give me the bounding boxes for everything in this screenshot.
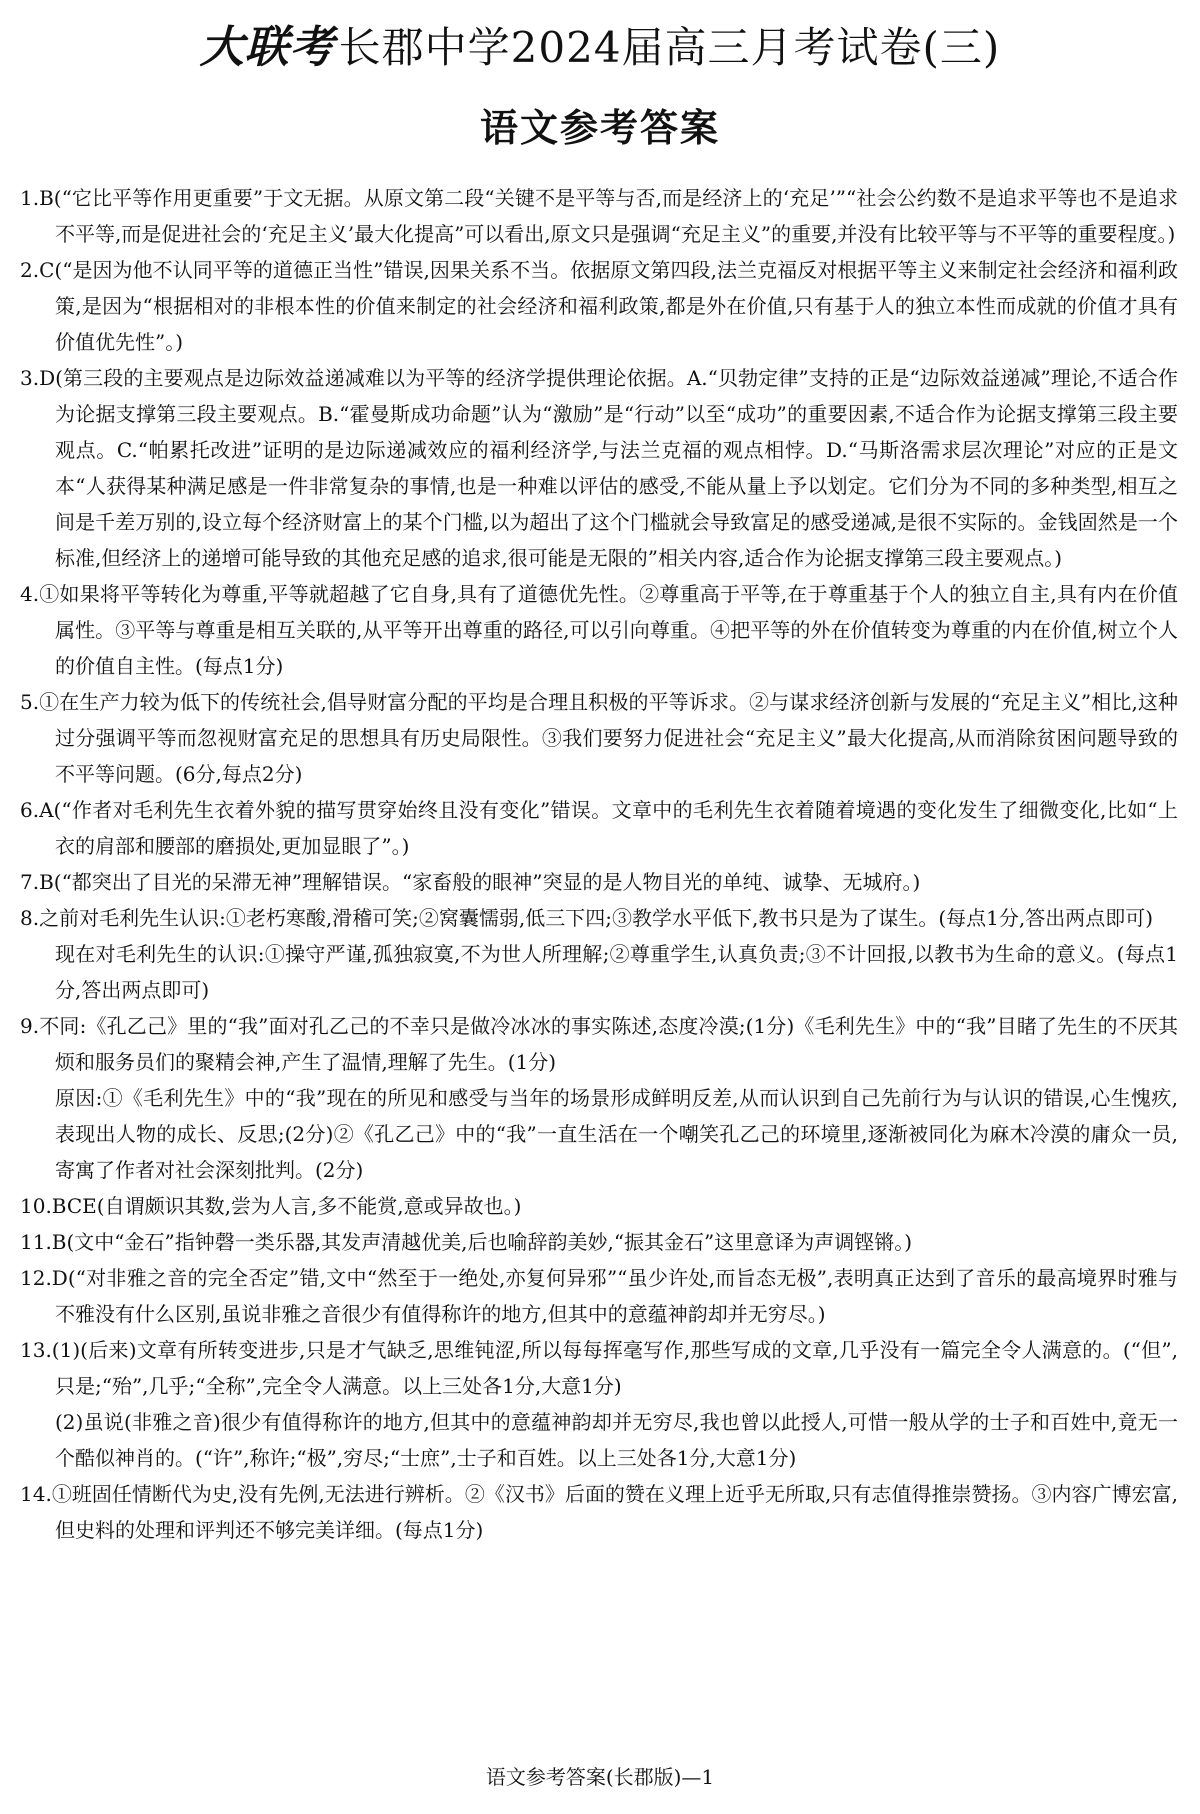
answer-item-11: 11.B(文中“金石”指钟磬一类乐器,其发声清越优美,后也喻辞韵美妙,“振其金石”这里意译为声调铿锵。) [20, 1230, 913, 1254]
answer-item-3: 3.D(第三段的主要观点是边际效益递减难以为平等的经济学提供理论依据。A.“贝勃定律”支持的正是“边际效益递减”理论,不适合作为论据支撑第三段主要观点。B.“霍曼斯成功命题”认为“激励”是“行动”以至“成功”的重要因素,不适合作为论据支撑第三段主要观点。C.“帕累托改进”证明的是边际递减效应的福利经济学,与法兰克福的观点相悖。D.“马斯洛需求层次理论”对应的正是文本“人获得某种满足感是一件非常复杂的事情,也是一种难以评估的感受,不能从量上予以划定。它们分为不同的多种类型,相互之间是千差万别的,设立每个经济财富上的某个门槛,以为超出了这个门槛就会导致富足的感受递减,是很不实际的。金钱固然是一个标准,但经济上的递增可能导致的其他充足感的追求,很可能是无限的”相关内容,适合作为论据支撑第三段主要观点。) [20, 366, 1178, 570]
answer-item-9-part-2: 原因:①《毛利先生》中的“我”现在的所见和感受与当年的场景形成鲜明反差,从而认识到自己先前行为与认识的错误,心生愧疚,表现出人物的成长、反思;(2分)②《孔乙己》中的“我”一直生活在一个嘲笑孔乙己的环境里,逐渐被同化为麻木冷漠的庸众一员,寄寓了作者对社会深刻批判。(2分) [55, 1086, 1178, 1182]
answer-item-6: 6.A(“作者对毛利先生衣着外貌的描写贯穿始终且没有变化”错误。文章中的毛利先生衣着随着境遇的变化发生了细微变化,比如“上衣的肩部和腰部的磨损处,更加显眼了”。) [20, 798, 1178, 858]
exam-title [0, 18, 1200, 78]
answer-item-8: 8.之前对毛利先生认识:①老朽寒酸,滑稽可笑;②窝囊懦弱,低三下四;③教学水平低下,教书只是为了谋生。(每点1分,答出两点即可) [20, 906, 1154, 930]
answer-item-7: 7.B(“都突出了目光的呆滞无神”理解错误。“家畜般的眼神”突显的是人物目光的单纯、诚挚、无城府。) [20, 870, 921, 894]
answer-item-2: 2.C(“是因为他不认同平等的道德正当性”错误,因果关系不当。依据原文第四段,法兰克福反对根据平等主义来制定社会经济和福利政策,是因为“根据相对的非根本性的价值来制定的社会经济和福利政策,都是外在价值,只有基于人的独立本性而成就的价值才具有价值优先性”。) [20, 258, 1178, 354]
answer-item-13: 13.(1)(后来)文章有所转变进步,只是才气缺乏,思维钝涩,所以每每挥毫写作,那些写成的文章,几乎没有一篇完全令人满意的。(“但”,只是;“殆”,几乎;“全称”,完全令人满意。以上三处各1分,大意1分) [20, 1338, 1178, 1398]
answer-item-1: 1.B(“它比平等作用更重要”于文无据。从原文第二段“关键不是平等与否,而是经济上的‘充足’”“社会公约数不是追求平等也不是追求不平等,而是促进社会的‘充足主义’最大化提高”可以看出,原文只是强调“充足主义”的重要,并没有比较平等与不平等的重要程度。) [20, 186, 1178, 246]
page-footer: 语文参考答案(长郡版)—1 [485, 1765, 715, 1789]
answer-item-4: 4.①如果将平等转化为尊重,平等就超越了它自身,具有了道德优先性。②尊重高于平等,在于尊重基于个人的独立自主,具有内在价值属性。③平等与尊重是相互关联的,从平等开出尊重的路径,可以引向尊重。④把平等的外在价值转变为尊重的内在价值,树立个人的价值自主性。(每点1分) [20, 582, 1178, 678]
answer-item-14: 14.①班固任情断代为史,没有先例,无法进行辨析。②《汉书》后面的赞在义理上近乎无所取,只有志值得推崇赞扬。③内容广博宏富,但史料的处理和评判还不够完美详细。(每点1分) [20, 1482, 1178, 1542]
answer-item-10: 10.BCE(自谓颇识其数,尝为人言,多不能赏,意或异故也。) [20, 1194, 522, 1218]
answer-list [20, 180, 1178, 1548]
answer-item-13-part-2: (2)虽说(非雅之音)很少有值得称许的地方,但其中的意蕴神韵却并无穷尽,我也曾以此授人,可惜一般从学的士子和百姓中,竟无一个酷似神肖的。(“许”,称许;“极”,穷尽;“士庶”,士子和百姓。以上三处各1分,大意1分) [55, 1410, 1178, 1470]
answer-item-12: 12.D(“对非雅之音的完全否定”错,文中“然至于一绝处,亦复何异邪”“虽少许处,而旨态无极”,表明真正达到了音乐的最高境界时雅与不雅没有什么区别,虽说非雅之音很少有值得称许的地方,但其中的意蕴神韵却并无穷尽。) [20, 1266, 1178, 1326]
answer-item-5: 5.①在生产力较为低下的传统社会,倡导财富分配的平均是合理且积极的平等诉求。②与谋求经济创新与发展的“充足主义”相比,这种过分强调平等而忽视财富充足的思想具有历史局限性。③我们要努力促进社会“充足主义”最大化提高,从而消除贫困问题导致的不平等问题。(6分,每点2分) [20, 690, 1178, 786]
answer-item-9: 9.不同:《孔乙己》里的“我”面对孔乙己的不幸只是做冷冰冰的事实陈述,态度冷漠;(1分)《毛利先生》中的“我”目睹了先生的不厌其烦和服务员们的聚精会神,产生了温情,理解了先生。(1分) [20, 1014, 1178, 1074]
answer-key-heading: 语文参考答案 [479, 106, 720, 150]
exam-title-text: 长郡中学2024届高三月考试卷(三) [338, 23, 1001, 72]
answer-item-8-part-2: 现在对毛利先生的认识:①操守严谨,孤独寂寞,不为世人所理解;②尊重学生,认真负责;③不计回报,以教书为生命的意义。(每点1分,答出两点即可) [55, 942, 1178, 1002]
brand-logo: 大联考 [199, 22, 335, 73]
